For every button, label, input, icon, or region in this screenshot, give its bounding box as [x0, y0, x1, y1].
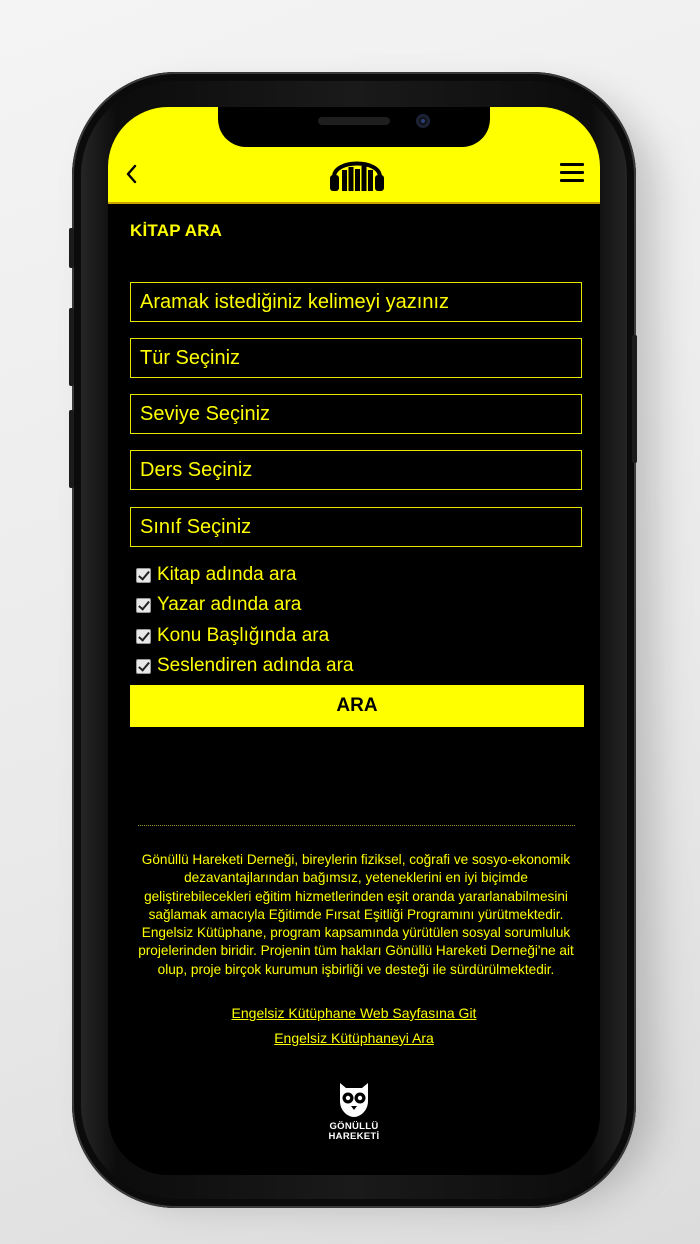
- checkbox-author-name[interactable]: [136, 598, 151, 613]
- phone-screen: [108, 107, 600, 1175]
- checkbox-label: Yazar adında ara: [157, 594, 302, 615]
- website-link[interactable]: Engelsiz Kütüphane Web Sayfasına Git: [231, 1005, 477, 1021]
- volume-down-button: [69, 410, 74, 488]
- type-select[interactable]: [130, 338, 582, 378]
- hamburger-menu-icon[interactable]: [560, 163, 584, 183]
- search-placeholder: Aramak istediğiniz kelimeyi yazınız: [140, 291, 449, 313]
- checkbox-narrator-name[interactable]: [136, 659, 151, 674]
- brand-line-2: HAREKETİ: [328, 1131, 380, 1142]
- checkbox-row-book-name: [136, 563, 296, 587]
- checkbox-label: Konu Başlığında ara: [157, 625, 330, 646]
- brand-line-1: GÖNÜLLÜ: [329, 1121, 379, 1132]
- call-library-link[interactable]: Engelsiz Kütüphaneyi Ara: [274, 1030, 434, 1046]
- checkbox-label: Kitap adında ara: [157, 564, 297, 585]
- owl-icon: [334, 1079, 374, 1119]
- checkbox-book-name[interactable]: [136, 568, 151, 583]
- checkbox-label: Seslendiren adında ara: [157, 655, 354, 676]
- checkbox-row-narrator-name: [136, 654, 353, 678]
- power-button: [632, 335, 637, 463]
- search-button[interactable]: ARA: [130, 685, 584, 727]
- checkbox-subject[interactable]: [136, 629, 151, 644]
- search-input[interactable]: [130, 282, 582, 322]
- chevron-left-icon: [124, 163, 138, 185]
- mute-switch: [69, 228, 74, 268]
- level-select[interactable]: [130, 394, 582, 434]
- course-select[interactable]: [130, 450, 582, 490]
- grade-select-value: Sınıf Seçiniz: [140, 516, 252, 538]
- notch: [218, 107, 490, 147]
- back-button[interactable]: [124, 159, 144, 187]
- page-title: KİTAP ARA: [130, 221, 223, 240]
- grade-select[interactable]: [130, 507, 582, 547]
- footer-description: Gönüllü Hareketi Derneği, bireylerin fiziksel, coğrafi ve sosyo-ekonomik dezavantajlarından bağımsız, yeteneklerini en iyi biçimde geliştirebilecekleri eğitim hizmetlerinden eşit oranda yararlanabilmesini sağlamak amacıyla Eğitimde Fırsat Eşitliği Programını yürütmektedir. Engelsiz Kütüphane, program kapsamında yürütülen sosyal sorumluluk projelerinden biridir. Projenin tüm hakları Gönüllü Hareketi Derneği'ne ait olup, proje birçok kurumun işbirliği ve desteği ile sürdürülmektedir.: [138, 852, 574, 977]
- type-select-value: Tür Seçiniz: [140, 347, 241, 369]
- brand-name: [304, 1122, 404, 1142]
- level-select-value: Seviye Seçiniz: [140, 403, 271, 425]
- headphones-books-icon: [328, 151, 386, 193]
- checkbox-row-author-name: [136, 593, 301, 617]
- front-camera: [416, 114, 430, 128]
- footer-divider: [138, 825, 575, 826]
- speaker-grille: [318, 117, 390, 125]
- checkbox-row-subject: [136, 624, 329, 648]
- course-select-value: Ders Seçiniz: [140, 459, 253, 481]
- volume-up-button: [69, 308, 74, 386]
